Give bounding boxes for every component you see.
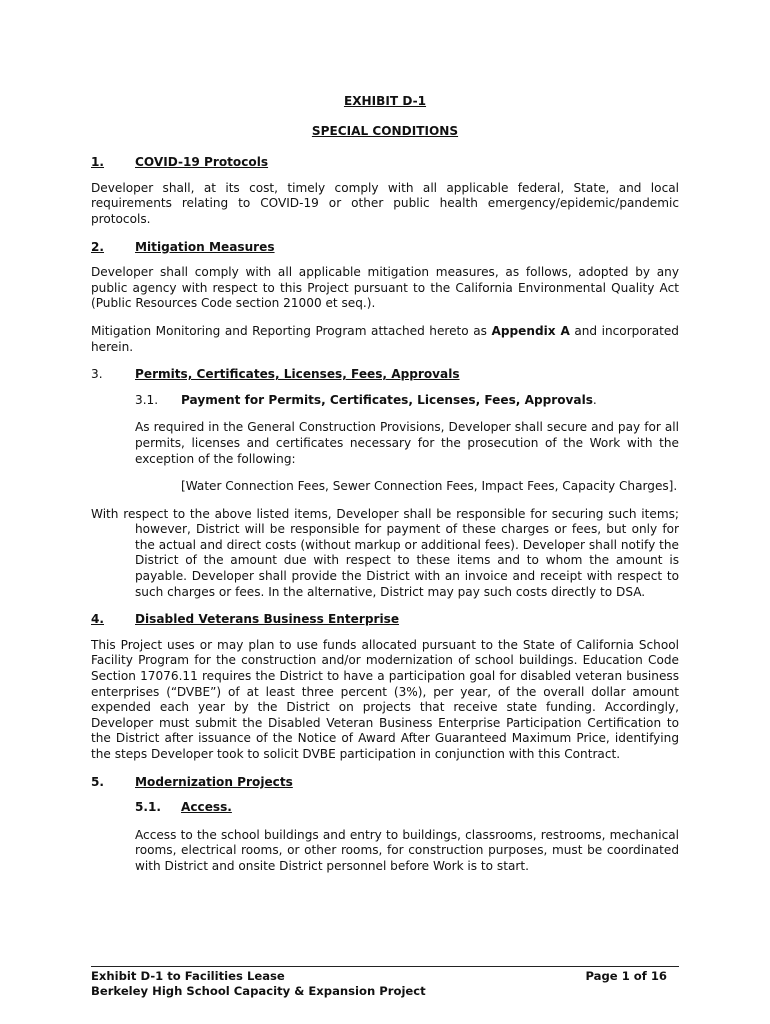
section-title: Disabled Veterans Business Enterprise	[135, 612, 400, 627]
subsection-title: Access.	[181, 800, 232, 815]
appendix-text-post: and incorporated herein.	[91, 323, 679, 354]
excepted-fees-list: [Water Connection Fees, Sewer Connection Fees, Impact Fees, Capacity Charges].	[181, 479, 678, 494]
section-number: 4.	[91, 612, 105, 627]
section-number: 1.	[91, 155, 105, 170]
section-1-body: Developer shall, at its cost, timely comply with all applicable federal, State, and local requirements relating to COVID-19 or other public health emergency/epidemic/pandemic protocols.	[91, 180, 679, 226]
subsection-3-1-heading	[135, 393, 679, 409]
section-4-body: This Project uses or may plan to use funds allocated pursuant to the State of California School Facility Program for the construction and/or modernization of school buildings. Education Code Section 17076.11 requires the District to have a participation goal for disabled veteran business enterprises (“DVBE”) of at least three percent (3%), per year, of the overall dollar amount expended each year by the District on projects that receive state funding. Accordingly, Developer must submit the Disabled Veteran Business Enterprise Participation Certification to the District after issuance of the Notice of Award After Guaranteed Maximum Price, identifying the steps Developer took to solicit DVBE participation in conjunction with this Contract.	[91, 637, 679, 761]
section-number: 2.	[91, 239, 105, 254]
section-2-heading	[91, 240, 679, 256]
special-conditions-title: SPECIAL CONDITIONS	[311, 123, 459, 138]
appendix-a-reference: Appendix A	[491, 323, 570, 338]
subsection-3-1-body: As required in the General Construction Provisions, Developer shall secure and pay for all permits, licenses and certificates necessary for the prosecution of the Work with the exception of the following:	[135, 420, 679, 466]
section-2-appendix-paragraph	[91, 324, 679, 355]
section-3-heading	[91, 367, 679, 383]
section-title: Mitigation Measures	[135, 239, 275, 254]
subsection-period: .	[592, 392, 597, 407]
section-title: Modernization Projects	[135, 774, 293, 789]
section-title: COVID-19 Protocols	[135, 155, 269, 170]
page-footer	[91, 966, 679, 999]
subsection-title: Payment for Permits, Certificates, Licenses, Fees, Approvals	[181, 392, 593, 407]
section-number: 3.	[91, 367, 103, 382]
section-5-heading	[91, 775, 679, 791]
section-2-body: Developer shall comply with all applicable mitigation measures, as follows, adopted by any public agency with respect to this Project pursuant to the California Environmental Quality Act (Public Resources Code section 21000 et seq.).	[91, 265, 679, 311]
exhibit-title: EXHIBIT D-1	[343, 94, 427, 108]
document-body	[91, 94, 679, 887]
section-number: 5.	[91, 774, 105, 789]
subsection-number: 5.1.	[135, 800, 162, 815]
subsection-5-1-body: Access to the school buildings and entry to buildings, classrooms, restrooms, mechanical rooms, electrical rooms, or other rooms, for construction purposes, must be coordinated with District and onsite District personnel before Work is to start.	[135, 827, 679, 873]
footer-document-label: Exhibit D-1 to Facilities Lease	[91, 969, 285, 983]
page-number: Page 1 of 16	[585, 969, 667, 983]
section-title: Permits, Certificates, Licenses, Fees, Approvals	[135, 367, 460, 382]
listed-items-paragraph: With respect to the above listed items, Developer shall be responsible for securing such items; however, District will be responsible for payment of these charges or fees, but only for the actual and direct costs (without markup or additional fees). Developer shall notify the District of the amount due with respect to these items and to whom the amount is payable. Developer shall provide the District with an invoice and receipt with respect to such charges or fees. In the alternative, District may pay such costs directly to DSA.	[91, 506, 679, 599]
subsection-number: 3.1.	[135, 392, 159, 407]
subsection-5-1-heading	[135, 800, 679, 816]
section-1-heading	[91, 155, 679, 171]
appendix-text-pre: Mitigation Monitoring and Reporting Program attached hereto as	[91, 323, 492, 338]
section-4-heading	[91, 612, 679, 628]
footer-project-name: Berkeley High School Capacity & Expansion Project	[91, 984, 426, 998]
